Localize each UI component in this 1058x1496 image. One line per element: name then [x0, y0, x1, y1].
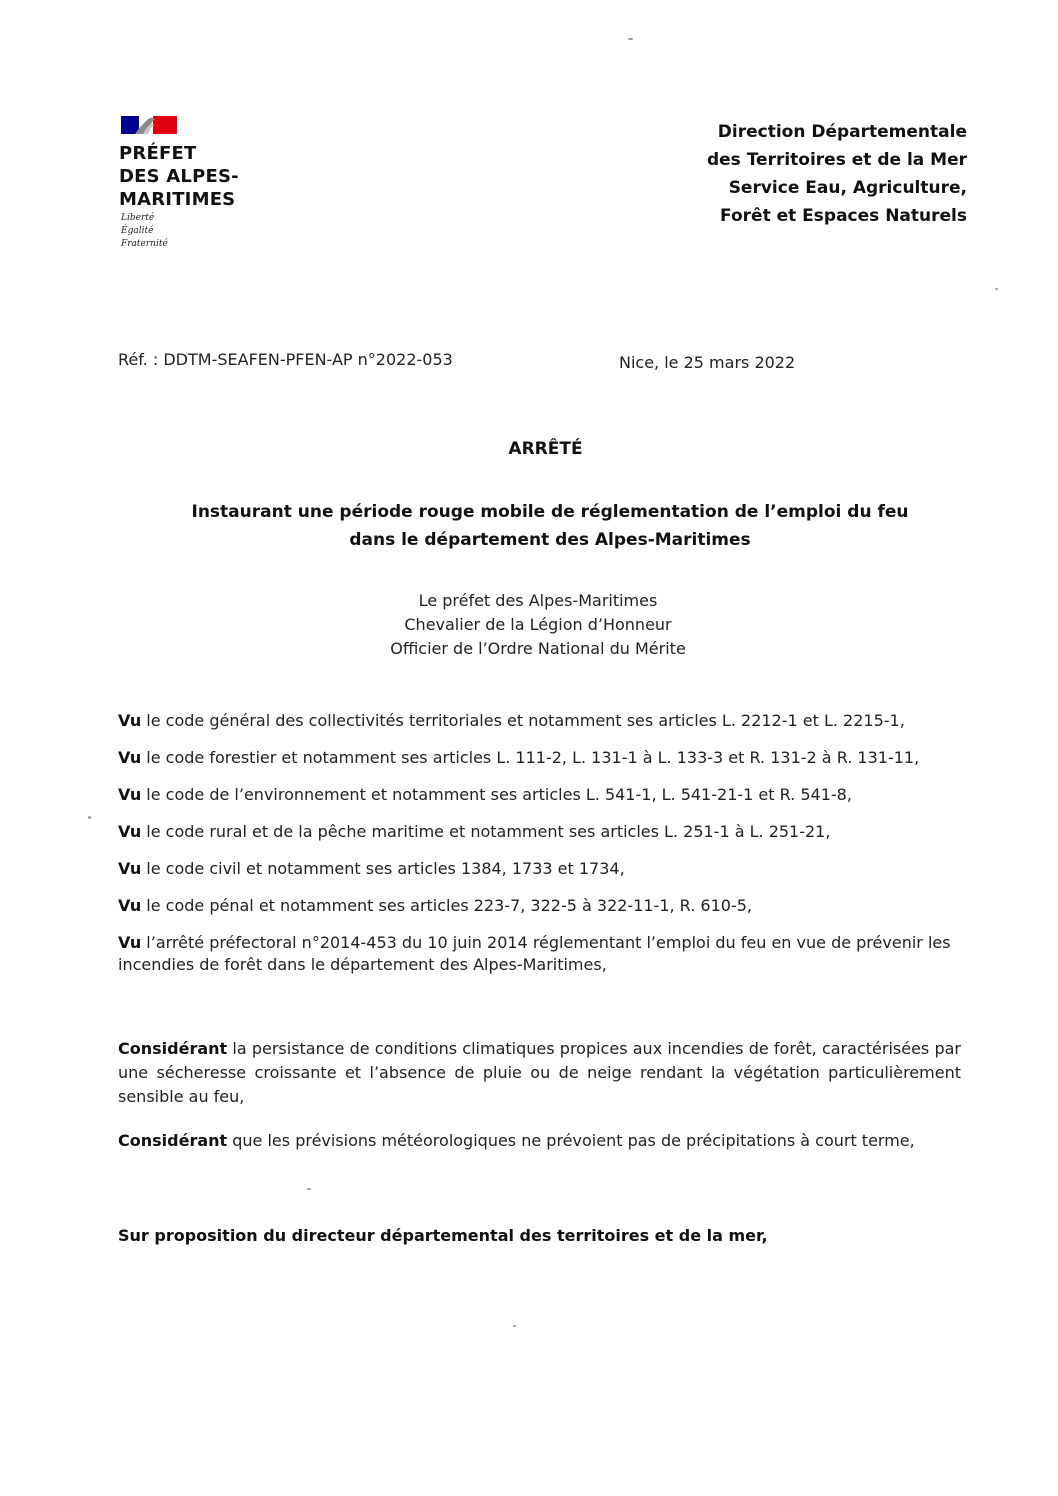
considerant-item: [118, 1037, 961, 1109]
prefet-titles: [288, 589, 788, 661]
motto-line: Égalité: [121, 226, 154, 236]
visa-text: le code civil et notamment ses articles 1384, 1733 et 1734,: [141, 859, 625, 878]
place-date: Nice, le 25 mars 2022: [619, 353, 796, 372]
considerant-text: que les prévisions météorologiques ne prévoient pas de précipitations à court terme,: [227, 1131, 915, 1150]
scan-speck: [513, 1325, 516, 1327]
visa-text: le code de l’environnement et notamment ses articles L. 541-1, L. 541-21-1 et R. 541-8,: [141, 785, 852, 804]
visa-item: [118, 784, 963, 806]
direction-line: des Territoires et de la Mer: [706, 150, 967, 170]
visa-lead: Vu: [118, 822, 142, 841]
visa-item: [118, 932, 963, 976]
visa-text: le code rural et de la pêche maritime et notamment ses articles L. 251-1 à L. 251-21,: [141, 822, 831, 841]
visa-text: l’arrêté préfectoral n°2014-453 du 10 juin 2014 réglementant l’emploi du feu en vue de prévenir les incendies de forêt dans le département des Alpes-Maritimes,: [118, 933, 951, 974]
marianne-flag-icon: [121, 114, 177, 138]
scan-speck: [995, 288, 998, 290]
prefecture-title: [119, 142, 239, 211]
visa-item: [118, 895, 963, 917]
considerant-lead: Considérant: [118, 1131, 228, 1150]
motto-line: Fraternité: [121, 239, 168, 249]
prefet-line: Le préfet des Alpes-Maritimes: [418, 591, 658, 610]
visa-item: [118, 710, 963, 732]
visa-text: le code général des collectivités territoriales et notamment ses articles L. 2212-1 et L. 2215-1,: [141, 711, 905, 730]
issuing-direction: [647, 118, 967, 230]
visa-lead: Vu: [118, 859, 142, 878]
republic-motto: [121, 212, 168, 251]
prefet-line: Officier de l’Ordre National du Mérite: [390, 639, 686, 658]
subject-line: Instaurant une période rouge mobile de réglementation de l’emploi du feu: [191, 502, 909, 522]
visa-lead: Vu: [118, 785, 142, 804]
direction-line: Direction Départementale: [717, 122, 967, 142]
document-subject: [150, 498, 950, 554]
scan-speck: [628, 38, 633, 40]
visas-list: [118, 710, 963, 991]
direction-line: Forêt et Espaces Naturels: [720, 206, 967, 226]
considerant-item: [118, 1130, 961, 1152]
republic-flag-logo: [121, 114, 177, 138]
visa-lead: Vu: [118, 933, 142, 952]
document-title: ARRÊTÉ: [508, 439, 583, 459]
visa-lead: Vu: [118, 711, 142, 730]
scan-speck: [307, 1188, 311, 1190]
subject-line: dans le département des Alpes-Maritimes: [349, 530, 751, 550]
reference-number: Réf. : DDTM-SEAFEN-PFEN-AP n°2022-053: [118, 350, 453, 369]
considerant-text: la persistance de conditions climatiques propices aux incendies de forêt, caractérisées par une sécheresse croissante et l’absence de pluie ou de neige rendant la végétation particulièrement sensible au feu,: [118, 1039, 961, 1106]
visa-lead: Vu: [118, 748, 142, 767]
prefet-line: Chevalier de la Légion d’Honneur: [404, 615, 672, 634]
visa-item: [118, 858, 963, 880]
scan-speck: [88, 816, 91, 819]
visa-item: [118, 821, 963, 843]
logo-title-line: DES ALPES-: [119, 166, 239, 187]
visa-text: le code forestier et notamment ses articles L. 111-2, L. 131-1 à L. 133-3 et R. 131-2 à R. 131-11,: [141, 748, 920, 767]
considerant-lead: Considérant: [118, 1039, 228, 1058]
logo-title-line: MARITIMES: [119, 189, 236, 210]
considerants-list: [118, 1037, 961, 1152]
visa-lead: Vu: [118, 896, 142, 915]
logo-title-line: PRÉFET: [119, 143, 197, 164]
visa-text: le code pénal et notamment ses articles 223-7, 322-5 à 322-11-1, R. 610-5,: [141, 896, 752, 915]
visa-item: [118, 747, 963, 769]
motto-line: Liberté: [121, 213, 155, 223]
proposition-line: Sur proposition du directeur départemental des territoires et de la mer,: [118, 1226, 768, 1245]
direction-line: Service Eau, Agriculture,: [728, 178, 967, 198]
